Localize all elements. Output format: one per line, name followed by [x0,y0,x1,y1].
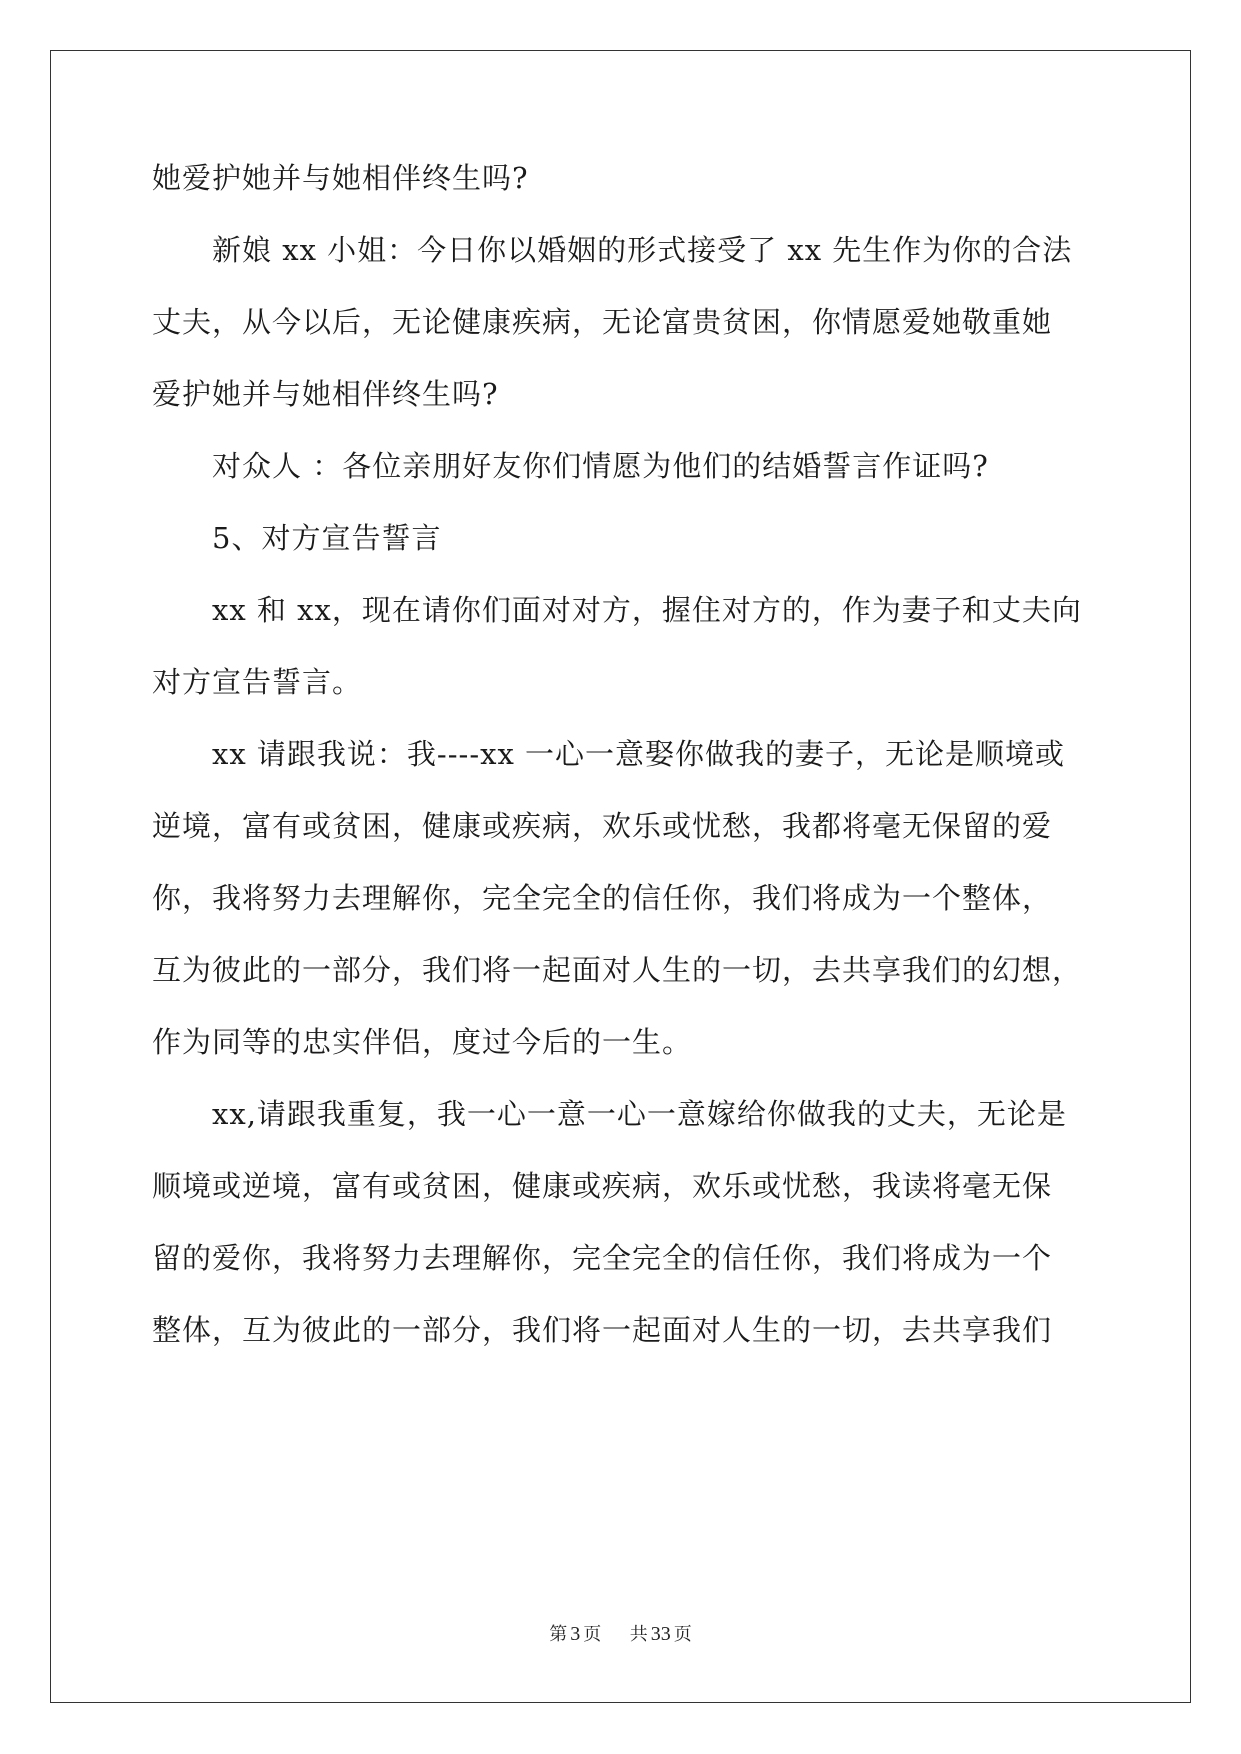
page-suffix: 页 [583,1624,602,1645]
text-line: 对众人 ：各位亲朋好友你们情愿为他们的结婚誓言作证吗? [212,449,989,483]
text-line: 整体，互为彼此的一部分，我们将一起面对人生的一切，去共享我们 [152,1313,1053,1347]
text-line: 你，我将努力去理解你，完全完全的信任你，我们将成为一个整体， [152,881,1053,915]
text-line: 她爱护她并与她相伴终生吗? [152,161,529,195]
page-prefix: 第 [549,1624,568,1645]
section-heading: 5、对方宣告誓言 [212,521,442,555]
page-border [50,50,1191,1703]
text-line: 顺境或逆境，富有或贫困，健康或疾病，欢乐或忧愁，我读将毫无保 [152,1169,1053,1203]
text-line: 新娘 xx 小姐：今日你以婚姻的形式接受了 xx 先生作为你的合法 [212,233,1073,267]
total-prefix: 共 [629,1624,648,1645]
text-line: 对方宣告誓言。 [152,665,363,699]
text-line: 作为同等的忠实伴侣，度过今后的一生。 [152,1025,693,1059]
text-line: 丈夫，从今以后，无论健康疾病，无论富贵贫困，你情愿爱她敬重她 [152,305,1053,339]
text-line: xx 和 xx，现在请你们面对对方，握住对方的，作为妻子和丈夫向 [212,593,1082,627]
text-line: xx,请跟我重复，我一心一意一心一意嫁给你做我的丈夫，无论是 [212,1097,1067,1131]
text-line: xx 请跟我说：我----xx 一心一意娶你做我的妻子，无论是顺境或 [212,737,1066,771]
page-footer [0,1622,1241,1647]
page-current: 3 [570,1623,581,1645]
text-line: 爱护她并与她相伴终生吗? [152,377,499,411]
text-line: 留的爱你，我将努力去理解你，完全完全的信任你，我们将成为一个 [152,1241,1053,1275]
text-line: 逆境，富有或贫困，健康或疾病，欢乐或忧愁，我都将毫无保留的爱 [152,809,1053,843]
text-line: 互为彼此的一部分，我们将一起面对人生的一切，去共享我们的幻想， [152,953,1083,987]
total-suffix: 页 [673,1624,692,1645]
page-total: 33 [650,1623,671,1645]
